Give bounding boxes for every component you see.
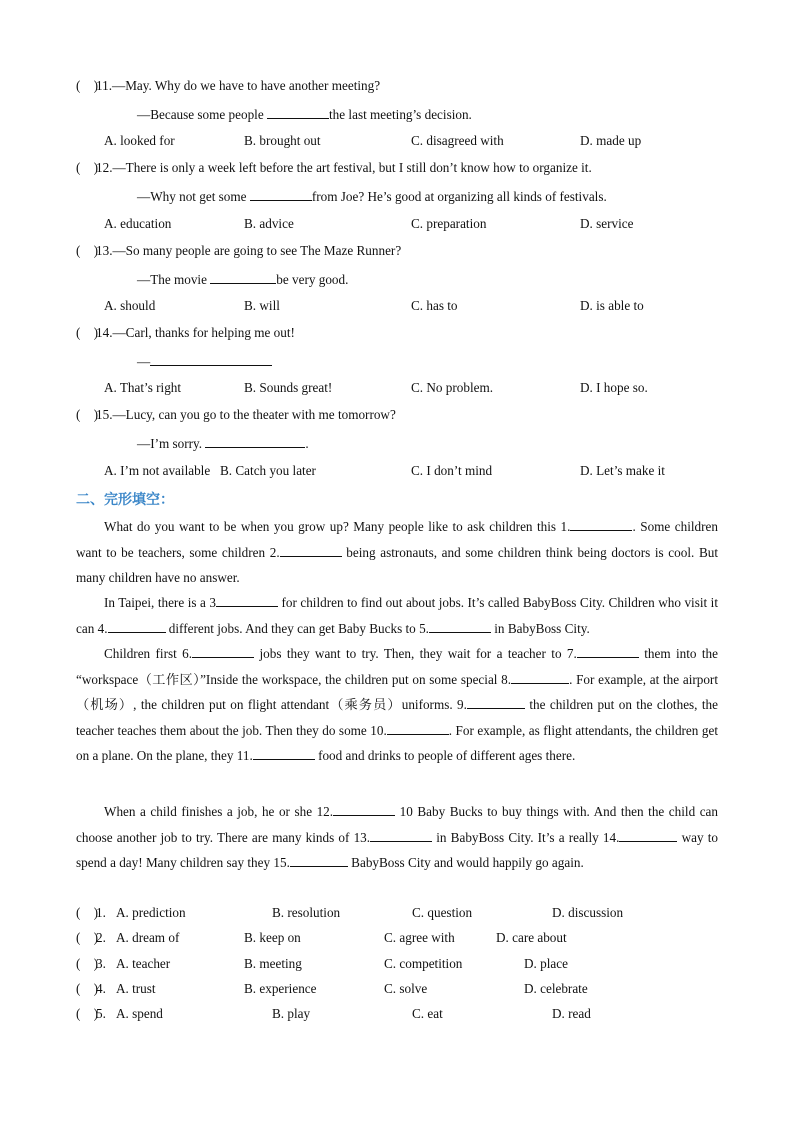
question-text: —There is only a week left before the art festival, but I still don’t know how to organize it. [112, 160, 592, 175]
passage-text: BabyBoss City and would happily go again. [347, 855, 584, 871]
question-12 [76, 159, 592, 177]
answer-paren[interactable]: ( ) [76, 407, 98, 422]
cloze-blank-6[interactable] [192, 644, 254, 658]
option-b[interactable]: B. will [244, 298, 280, 313]
question-number: 2. [96, 930, 106, 945]
question-11-options [104, 132, 724, 150]
question-14 [76, 324, 295, 342]
response-text: — [137, 354, 151, 369]
question-text: —Carl, thanks for helping me out! [112, 325, 295, 340]
option-d[interactable]: D. made up [580, 133, 642, 148]
response-text: . [305, 436, 309, 451]
option-a[interactable]: A. teacher [116, 956, 171, 971]
option-c[interactable]: C. preparation [411, 216, 487, 231]
passage-text: in BabyBoss City. It’s a really 14. [432, 829, 620, 845]
question-13-options [104, 297, 724, 315]
cloze-blank-10[interactable] [387, 721, 449, 735]
passage-paragraph-3 [76, 641, 718, 769]
question-number: 3. [96, 956, 106, 971]
response-text: be very good. [276, 272, 349, 287]
question-12-response [137, 187, 607, 206]
cloze-blank-3[interactable] [216, 593, 278, 607]
answer-blank[interactable] [267, 105, 329, 119]
passage-text: . For example, as flight attendants, the children get on a plane. On the plane, they 11. [76, 722, 718, 764]
question-11 [76, 77, 380, 95]
passage-text: Children first 6. [104, 646, 193, 661]
option-c[interactable]: C. agree with [384, 930, 455, 945]
cloze-blank-1[interactable] [570, 517, 632, 531]
response-text: —I’m sorry. [137, 436, 206, 451]
answer-paren[interactable]: ( ) [76, 78, 98, 93]
passage-text: 10 Baby Bucks to buy things with. And then the child can choose another job to try. There are many kinds of 13. [76, 804, 719, 845]
cloze-blank-2[interactable] [280, 543, 342, 557]
question-12-options [104, 215, 724, 233]
answer-blank[interactable] [150, 352, 272, 366]
cloze-blank-7[interactable] [577, 644, 639, 658]
option-a[interactable]: A. dream of [116, 930, 180, 945]
passage-text: . Some children want to be teachers, some children 2. [76, 519, 718, 560]
passage-text: them into the “workspace（工作区）”Inside the workspace, the children put on some special 8. [76, 646, 718, 687]
question-text: —So many people are going to see The Maze Runner? [112, 243, 402, 258]
option-c[interactable]: C. question [412, 905, 473, 920]
answer-blank[interactable] [250, 187, 312, 201]
cloze-question-1 [76, 904, 106, 922]
option-a[interactable]: A. prediction [116, 905, 186, 920]
option-c[interactable]: C. competition [384, 956, 463, 971]
option-d[interactable]: D. is able to [580, 298, 644, 313]
option-c[interactable]: C. No problem. [411, 380, 494, 395]
response-text: from Joe? He’s good at organizing all kinds of festivals. [311, 189, 607, 204]
cloze-2-options [116, 929, 736, 947]
cloze-4-options [116, 980, 736, 998]
option-d[interactable]: D. read [552, 1006, 591, 1021]
option-b[interactable]: B. advice [244, 216, 294, 231]
cloze-question-3 [76, 955, 106, 973]
passage-text: different jobs. And they can get Baby Bucks to 5. [165, 620, 429, 636]
question-14-response [137, 352, 272, 371]
option-a[interactable]: A. looked for [104, 133, 175, 148]
passage-text: When a child finishes a job, he or she 12. [104, 804, 334, 819]
option-b[interactable]: B. meeting [244, 956, 302, 971]
passage-paragraph-4 [76, 799, 718, 876]
option-a[interactable]: A. should [104, 298, 156, 313]
passage-text: for children to find out about jobs. It’s called BabyBoss City. Children who visit it can 4. [76, 595, 718, 636]
question-15-options [104, 462, 724, 480]
question-number: 1. [96, 905, 106, 920]
option-c[interactable]: C. solve [384, 981, 428, 996]
passage-text: way to spend a day! Many children say they 15. [76, 829, 718, 871]
answer-paren[interactable]: ( ) [76, 930, 98, 945]
answer-paren[interactable]: ( ) [76, 981, 98, 996]
answer-paren[interactable]: ( ) [76, 1006, 98, 1021]
option-b[interactable]: B. brought out [244, 133, 321, 148]
question-number: 14. [96, 325, 113, 340]
question-number: 4. [96, 981, 106, 996]
passage-text: What do you want to be when you grow up? Many people like to ask children this 1. [104, 519, 571, 534]
section-title: 二、完形填空： [76, 492, 174, 508]
option-d[interactable]: D. discussion [552, 905, 624, 920]
question-14-options [104, 379, 724, 397]
cloze-question-2 [76, 929, 106, 947]
option-d[interactable]: D. service [580, 216, 634, 231]
option-d[interactable]: D. care about [496, 930, 567, 945]
question-13-response [137, 270, 348, 289]
option-a[interactable]: A. trust [116, 981, 156, 996]
question-15-response [137, 434, 309, 453]
question-number: 15. [96, 407, 113, 422]
passage-paragraph-2 [76, 590, 718, 641]
answer-blank[interactable] [210, 270, 276, 284]
cloze-blank-11[interactable] [253, 746, 315, 760]
passage-text: In Taipei, there is a 3 [104, 595, 216, 610]
question-number: 13. [96, 243, 113, 258]
option-a[interactable]: A. I’m not available [104, 463, 211, 478]
question-11-response [137, 105, 472, 124]
answer-paren[interactable]: ( ) [76, 325, 98, 340]
passage-text: jobs they want to try. Then, they wait for a teacher to 7. [254, 646, 577, 661]
cloze-blank-9[interactable] [467, 695, 525, 709]
cloze-1-options [116, 904, 736, 922]
option-a[interactable]: A. education [104, 216, 172, 231]
answer-paren[interactable]: ( ) [76, 160, 98, 175]
option-b[interactable]: B. keep on [244, 930, 301, 945]
option-c[interactable]: C. disagreed with [411, 133, 504, 148]
option-d[interactable]: D. I hope so. [580, 380, 648, 395]
question-number: 12. [96, 160, 113, 175]
answer-paren[interactable]: ( ) [76, 956, 98, 971]
question-15 [76, 406, 396, 424]
option-b[interactable]: B. Catch you later [220, 463, 316, 478]
cloze-blank-15[interactable] [290, 853, 348, 867]
option-d[interactable]: D. celebrate [524, 981, 588, 996]
cloze-blank-13[interactable] [370, 828, 432, 842]
option-b[interactable]: B. experience [244, 981, 317, 996]
cloze-5-options [116, 1005, 736, 1023]
option-c[interactable]: C. eat [412, 1006, 443, 1021]
passage-text: in BabyBoss City. [490, 620, 590, 636]
question-number: 5. [96, 1006, 106, 1021]
passage-paragraph-1 [76, 514, 718, 591]
answer-blank[interactable] [205, 434, 305, 448]
cloze-blank-8[interactable] [511, 670, 569, 684]
cloze-blank-4[interactable] [108, 619, 166, 633]
response-text: —Why not get some [137, 189, 250, 204]
question-text: —May. Why do we have to have another meeting? [112, 78, 381, 93]
option-b[interactable]: B. resolution [272, 905, 341, 920]
passage-text: being astronauts, and some children think being doctors is cool. But many children have no answer. [76, 544, 719, 586]
answer-paren[interactable]: ( ) [76, 905, 98, 920]
response-text: —Because some people [137, 107, 268, 122]
question-13 [76, 242, 401, 260]
response-text: the last meeting’s decision. [329, 107, 472, 122]
cloze-3-options [116, 955, 736, 973]
cloze-blank-5[interactable] [429, 619, 491, 633]
question-text: —Lucy, can you go to the theater with me tomorrow? [112, 407, 396, 422]
option-c[interactable]: C. I don’t mind [411, 463, 493, 478]
passage-text: food and drinks to people of different ages there. [314, 748, 576, 764]
cloze-question-5 [76, 1005, 106, 1023]
response-text: —The movie [137, 272, 211, 287]
option-a[interactable]: A. That’s right [104, 380, 182, 395]
passage-text: . For example, at the airport（机场）, the children put on flight attendant（乘务员）uniforms. 9. [76, 671, 718, 713]
passage-text: the children put on the clothes, the teacher teaches them about the job. Then they do some 10. [76, 697, 718, 738]
option-a[interactable]: A. spend [116, 1006, 163, 1021]
option-b[interactable]: B. Sounds great! [244, 380, 333, 395]
cloze-blank-12[interactable] [333, 802, 395, 816]
cloze-question-4 [76, 980, 106, 998]
option-d[interactable]: D. place [524, 956, 568, 971]
question-number: 11. [96, 78, 112, 93]
option-d[interactable]: D. Let’s make it [580, 463, 665, 478]
option-c[interactable]: C. has to [411, 298, 458, 313]
option-b[interactable]: B. play [272, 1006, 311, 1021]
cloze-blank-14[interactable] [619, 828, 677, 842]
answer-paren[interactable]: ( ) [76, 243, 98, 258]
